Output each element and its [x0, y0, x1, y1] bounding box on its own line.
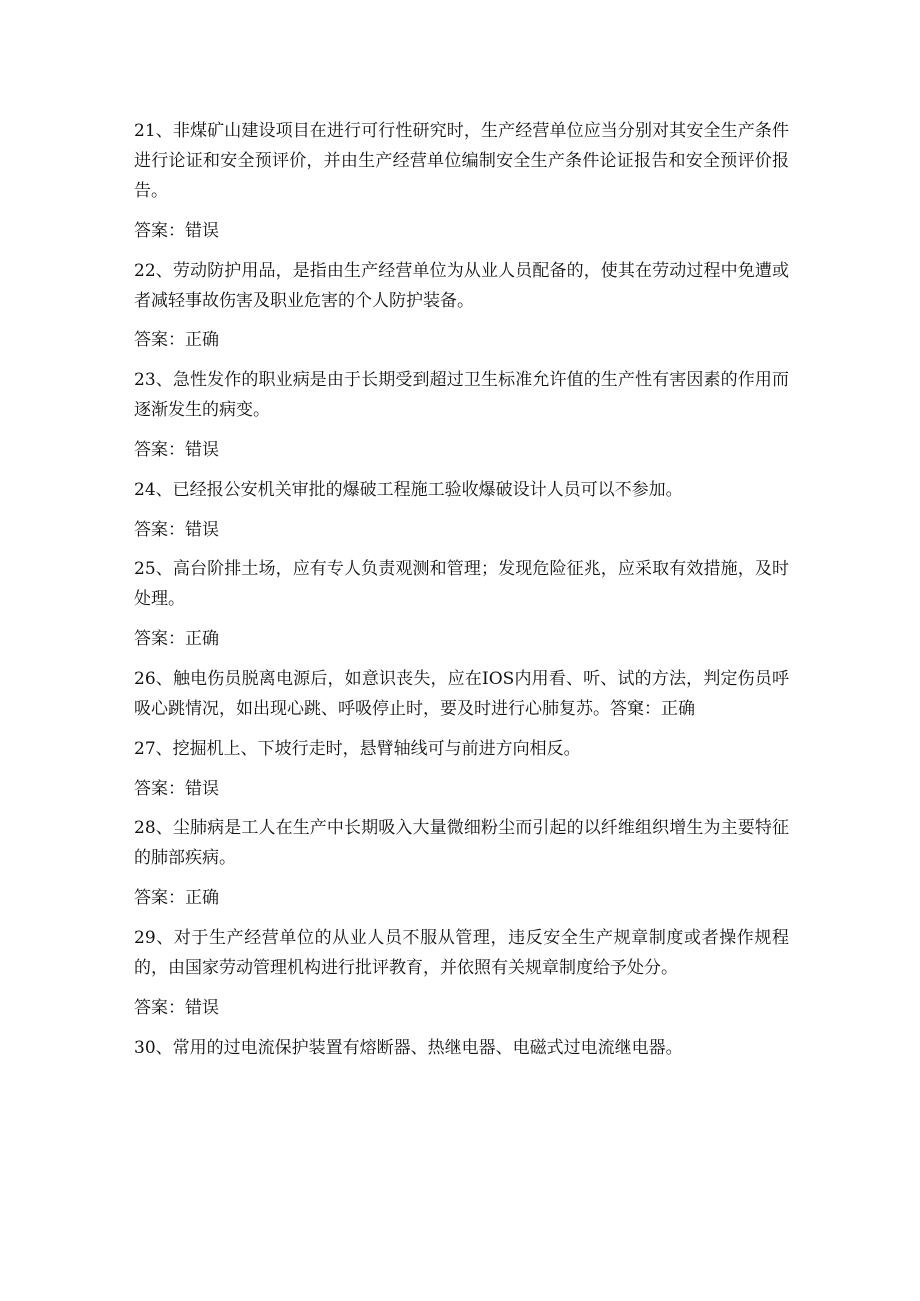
answer-21: 答案：错误 [134, 220, 219, 241]
question-29: 29、对于生产经营单位的从业人员不服从管理，违反安全生产规章制度或者操作规程的，由国家劳动管理机构进行批评教育，并依照有关规章制度给予处分。 [134, 927, 789, 978]
answer-23: 答案：错误 [134, 439, 219, 460]
question-28: 28、尘肺病是工人在生产中长期吸入大量微细粉尘而引起的以纤维组织增生为主要特征的肺部疾病。 [134, 818, 789, 869]
question-27: 27、挖掘机上、下坡行走时，悬臂轴线可与前进方向相反。 [134, 738, 581, 759]
answer-27: 答案：错误 [134, 778, 219, 799]
answer-24: 答案：错误 [134, 519, 219, 540]
answer-25: 答案：正确 [134, 629, 219, 650]
question-24: 24、已经报公安机关审批的爆破工程施工验收爆破设计人员可以不参加。 [134, 479, 683, 500]
answer-22: 答案：正确 [134, 330, 219, 351]
question-30: 30、常用的过电流保护装置有熔断器、热继电器、电磁式过电流继电器。 [134, 1037, 683, 1058]
answer-29: 答案：错误 [134, 997, 219, 1018]
question-26-with-answer: 26、触电伤员脱离电源后，如意识丧失，应在IOS内用看、听、试的方法，判定伤员呼吸心跳情况，如出现心跳、呼吸停止时，要及时进行心肺复苏。答窠：正确 [134, 668, 789, 719]
document-body [134, 116, 789, 1063]
question-23: 23、急性发作的职业病是由于长期受到超过卫生标准允许值的生产性有害因素的作用而逐渐发生的病变。 [134, 370, 789, 421]
question-22: 22、劳动防护用品，是指由生产经营单位为从业人员配备的，使其在劳动过程中免遭或者减轻事故伤害及职业危害的个人防护装备。 [134, 260, 789, 311]
answer-28: 答案：正确 [134, 888, 219, 909]
question-21: 21、非煤矿山建设项目在进行可行性研究时，生产经营单位应当分别对其安全生产条件进行论证和安全预评价，并由生产经营单位编制安全生产条件论证报告和安全预评价报告。 [134, 121, 789, 201]
question-25: 25、高台阶排土场，应有专人负责观测和管理；发现危险征兆，应采取有效措施，及时处理。 [134, 559, 789, 610]
